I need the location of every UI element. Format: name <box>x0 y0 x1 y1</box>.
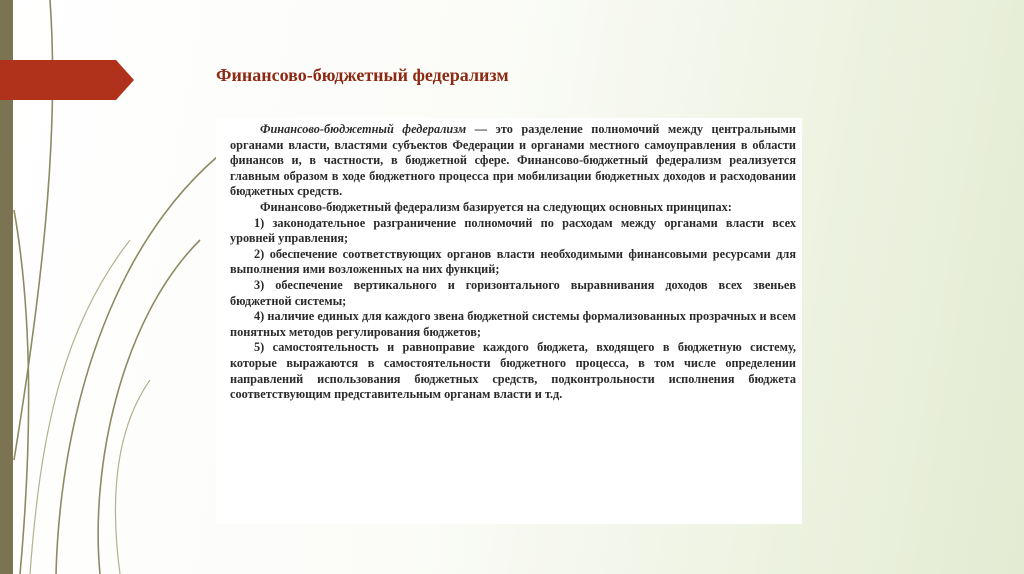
principle-item: 5) самостоятельность и равноправие каждого бюджета, входящего в бюджетную систему, которые выражаются в самостоятельности бюджетного процесса, в том числе определении направлений использования бюджетных средств, подконтрольности исполнения бюджета соответствующим представительным органам власти и т.д. <box>230 340 796 402</box>
principle-item: 1) законодательное разграничение полномочий по расходам между органами власти всех уровней управления; <box>230 215 796 246</box>
principles-intro: Финансово-бюджетный федерализм базируется на следующих основных принципах: <box>260 199 732 214</box>
title-arrow-tab <box>0 60 134 100</box>
principle-item: 4) наличие единых для каждого звена бюджетной системы формализованных прозрачных и всем понятных методов регулирования бюджетов; <box>230 309 796 339</box>
definition-paragraph <box>230 122 796 200</box>
scanned-text-block <box>216 118 802 524</box>
slide-title: Финансово-бюджетный федерализм <box>216 65 509 85</box>
definition-term: Финансово-бюджетный федерализм <box>260 122 467 136</box>
principle-item: 2) обеспечение соответствующих органов власти необходимыми финансовыми ресурсами для выполнения ими возложенных на них функций; <box>230 246 796 277</box>
definition-text: — это разделение полномочий между центральными органами власти, властями субъектов Федерации и органами местного самоуправления в области финансов и, в частности, в бюджетной сфере. Финансово-бюджетный федерализм реализуется главным образом в ходе бюджетного процесса при мобилизации бюджетных доходов и расходовании бюджетных средств. <box>230 122 796 199</box>
principle-item: 3) обеспечение вертикального и горизонтального выравнивания доходов всех звеньев бюджетной системы; <box>230 277 796 308</box>
